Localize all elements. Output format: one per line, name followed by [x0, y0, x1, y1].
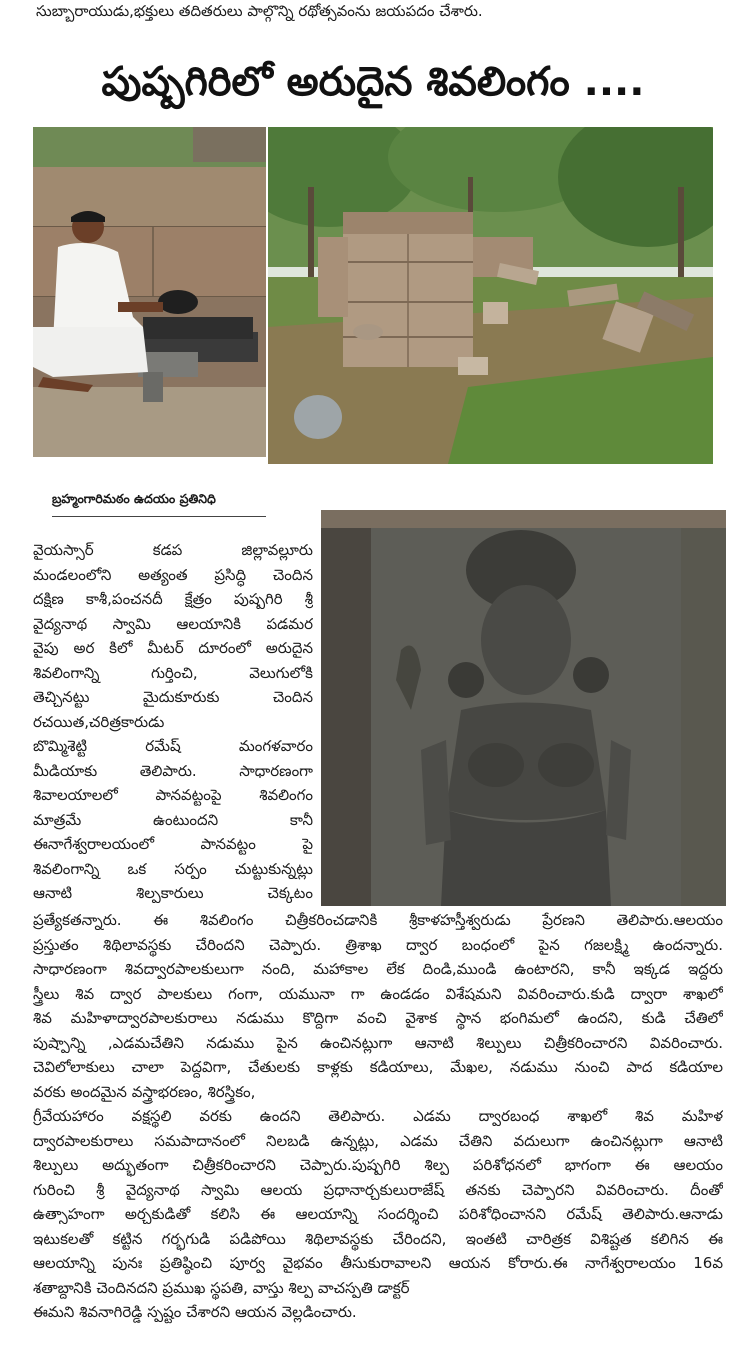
photo-man-with-shivalinga	[33, 127, 266, 457]
body-line: మీడియాకు తెలిపారు. సాధారణంగా	[33, 761, 313, 780]
body-line: ఆలయాన్ని పునః ప్రతిష్ఠించి పూర్వ వైభవం తీసుకురావాలని ఆయన కోరారు.ఈ నాగేశ్వరాలయం 16వ	[33, 1254, 723, 1272]
body-line: దక్షిణ కాశీ,పంచనదీ క్షేత్రం పుష్పగిరి శ్రీ	[33, 590, 313, 608]
body-line: వరకు అందమైన వస్త్రాభరణం, శిరస్త్రికం,	[33, 1082, 256, 1101]
body-line: మాత్రమే ఉంటుందని కానీ	[33, 810, 313, 829]
photo-door-guardian-sculpture	[321, 510, 726, 906]
body-line: శతాబ్దానికి చెందినదని ప్రముఖ స్థపతి, వాస్తు శిల్ప వాచస్పతి డాక్టర్	[33, 1278, 410, 1297]
body-line: వైద్యనాథ స్వామి ఆలయానికి పడమర	[33, 614, 313, 633]
body-line: ఉత్సాహంగా అర్చకుడితో కలిసి ఈ ఆలయాన్ని సందర్శించి పరిశోధించానని రమేష్ తెలిపారు.ఆనాడు	[33, 1205, 723, 1223]
article-body-full	[33, 908, 723, 1325]
body-line: గ్రీవేయహారం వక్షస్థలి వరకు ఉందని తెలిపారు. ఎడమ ద్వారబంధ శాఖలో శివ మహిళ	[33, 1107, 723, 1125]
body-line: శివాలయాలలో పానవట్టంపై శివలింగం	[33, 786, 313, 804]
body-line: ద్వారపాలకురాలు సమపాదానంలో నిలబడి ఉన్నట్లు, ఎడమ చేతిని వదులుగా ఉంచినట్లుగా ఆనాటి	[33, 1131, 723, 1150]
photo-temple-ruins	[268, 127, 713, 464]
body-line: బొమ్మిశెట్టి రమేష్ మంగళవారం	[33, 737, 313, 755]
body-line: శివలింగాన్ని ఒక సర్పం చుట్టుకున్నట్లు	[33, 859, 313, 878]
body-line: తెచ్చినట్టు మైదుకూరుకు చెందిన	[33, 688, 313, 706]
byline-rule	[52, 516, 266, 517]
body-line: శివ మహిళాద్వారపాలకురాలు నడుము కొద్దిగా వంచి వైశాక స్థాన భంగిమలో ఉందని, కుడి చేతిలో	[33, 1009, 723, 1027]
body-line: ఇటుకలతో కట్టిన గర్భగుడి పడిపోయి శిథిలావస్థకు చేరిందని, ఇంతటి చారిత్రక విశిష్టత కలిగిన ఈ	[33, 1229, 723, 1248]
byline: బ్రహ్మంగారిమఠం ఉదయం ప్రతినిధి	[52, 491, 216, 506]
body-line: చెవిలోలాకులు చాలా పెద్దవిగా, చేతులకు కాళ్లకు కడియాలు, మేఖల, నడుము నుంచి పాద కడియాల	[33, 1058, 723, 1076]
body-line: ఆనాటి శిల్పకారులు చెక్కటం	[33, 884, 313, 902]
body-line: వైపు అర కిలో మీటర్ దూరంలో అరుదైన	[33, 639, 313, 657]
body-line: ప్రత్యేకతన్నారు. ఈ శివలింగం చిత్రీకరించడానికి శ్రీకాళహస్తీశ్వరుడు ప్రేరణని తెలిపారు.ఆలయం	[33, 911, 723, 929]
body-line: గురించి శ్రీ వైద్యనాథ స్వామి ఆలయ ప్రధానార్చకులురాజేష్ తనకు చెప్పారని వివరించారు. దీంతో	[33, 1180, 723, 1199]
body-line: వైయస్సార్ కడప జిల్లావల్లూరు	[33, 541, 313, 559]
headline: పుష్పగిరిలో అరుదైన శివలింగం ....	[101, 59, 645, 105]
body-line: పుష్పాన్ని ,ఎడమచేతిని నడుము పైన ఉంచినట్లుగా ఆనాటి శిల్పులు చిత్రీకరించారని వివరించారు.	[33, 1033, 723, 1052]
body-line: శివలింగాన్ని గుర్తించి, వెలుగులోకి	[33, 663, 313, 682]
body-line: రచయిత,చరిత్రకారుడు	[33, 712, 165, 731]
article-body-column	[33, 538, 313, 906]
previous-article-tail: సుబ్బారాయుడు,భక్తులు తదితరులు పాల్గొన్ని రథోత్సవంను జయపదం చేశారు.	[36, 2, 483, 20]
body-line: ఈమని శివనాగిరెడ్డి స్పష్టం చేశారని ఆయన వెల్లడించారు.	[33, 1303, 357, 1321]
body-line: శిల్పులు అద్భుతంగా చిత్రీకరించారని చెప్పారు.పుష్పగిరి శిల్ప పరిశోధనలో భాగంగా ఈ ఆలయం	[33, 1156, 723, 1174]
body-line: ప్రస్తుతం శిథిలావస్థకు చేరిందని చెప్పారు. త్రిశాఖ ద్వార బంధంలో పైన గజలక్ష్మి ఉందన్నారు.	[33, 935, 723, 954]
body-line: మండలంలోని అత్యంత ప్రసిద్ధి చెందిన	[33, 565, 313, 584]
body-line: స్త్రీలు శివ ద్వార పాలకులు గంగా, యమునా గా ఉండడం విశేషమని వివరించారు.కుడి ద్వారా శాఖలో	[33, 984, 723, 1003]
body-line: సాధారణంగా శివద్వారపాలకులుగా నంది, మహాకాల లేక దిండి,ముండి ఉంటారని, కానీ ఇక్కడ ఇద్దరు	[33, 960, 723, 978]
body-line: ఈనాగేశ్వరాలయంలో పానవట్టం పై	[33, 835, 313, 853]
